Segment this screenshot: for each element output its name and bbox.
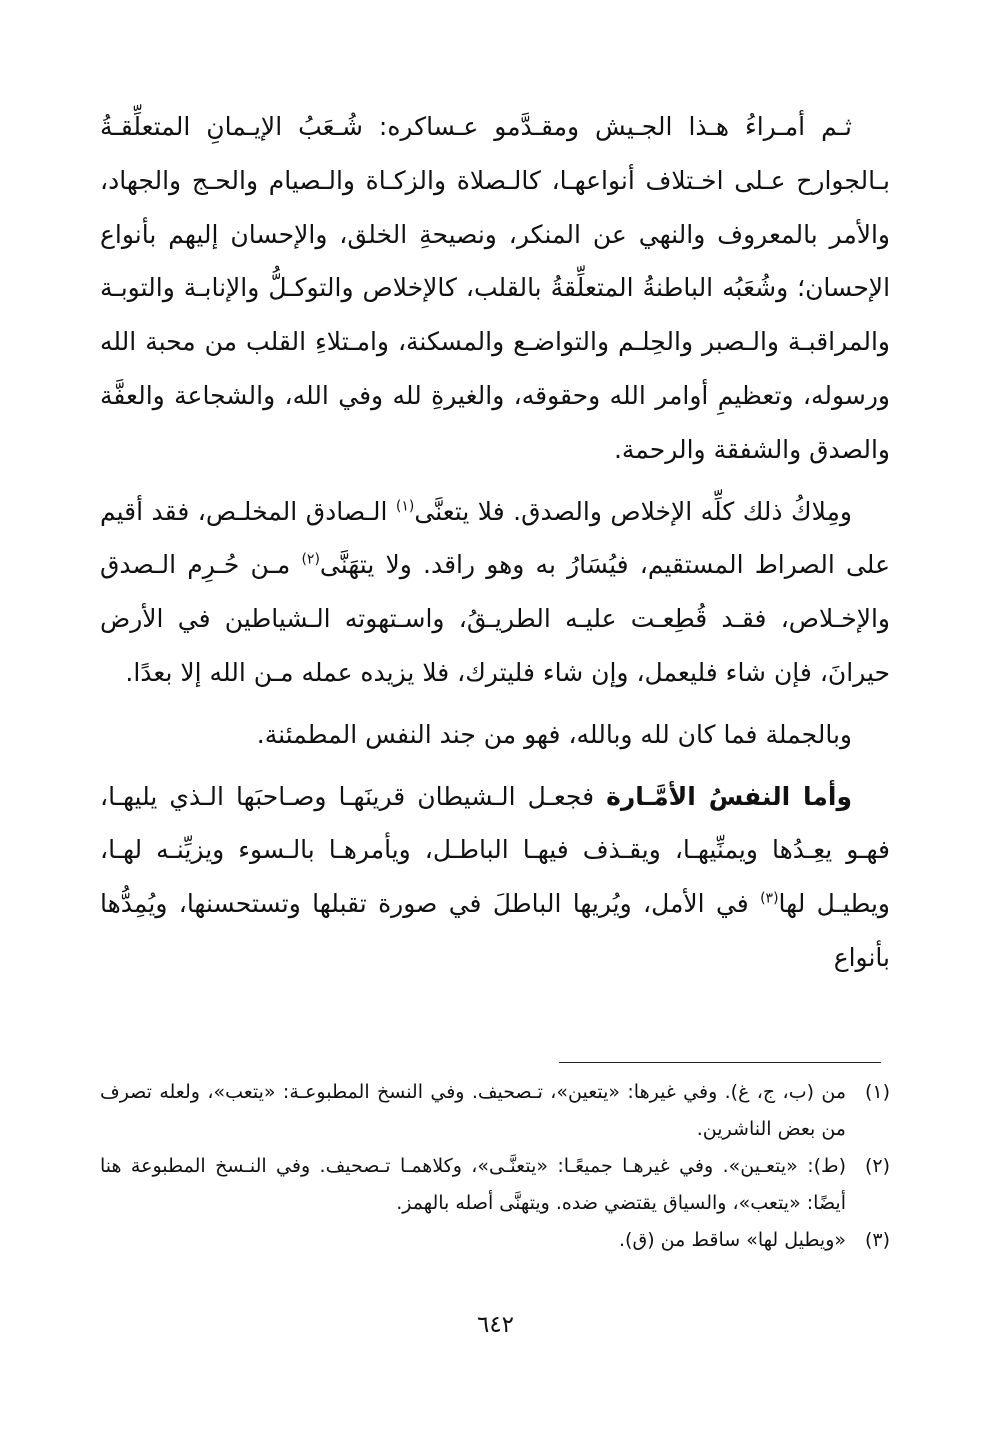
text-line: والشجاعة والعفَّة والصدق والشفقة والرحمة. (100, 380, 890, 464)
text-line: فجعـل الـشيطان قرينَهـا وصـاحبَها الـذي يليهـا، فهـو (100, 781, 891, 865)
footnote-ref-2[interactable]: (٢) (301, 552, 320, 569)
bold-heading-phrase: وأما النفسُ الأمَّـارة (606, 781, 853, 811)
text-line: ثـم أمـراءُ هـذا الجـيش ومقـدَّمو عـساكره: شُـعَبُ الإيـمانِ المتعلِّقـةُ (100, 112, 852, 141)
footnote-2 (100, 1148, 890, 1222)
paragraph-3 (100, 708, 890, 762)
footnote-ref-1[interactable]: (١) (395, 498, 415, 515)
footnote-number: (٣) (864, 1229, 890, 1251)
text-line: وبالجملة فما كان لله وبالله، فهو من جند النفس المطمئنة. (256, 719, 852, 749)
footnote-1 (100, 1074, 890, 1148)
text-line: فقد أقيم على الصراط المستقيم، فيُسَارُ به وهو راقد. ولا يتهَنَّى (100, 496, 890, 580)
text-line: الأرض حيرانَ، فإن شاء فليعمل، وإن شاء فليترك، فلا يزيده عمله مـن الله إلا (100, 604, 890, 687)
text-line: بعدًا. (125, 657, 173, 687)
footnote-line: ولعله تصرف من بعض الناشرين. (100, 1081, 846, 1140)
text-line: يعِـدُها ويمنِّيهـا، ويقـذف فيهـا الباطـل، ويأمرهـا بالـسوء ويزيِّنـه لهـا، ويطيـل (100, 835, 890, 919)
footnote-line: «ويطيل لها» ساقط من (ق). (619, 1229, 846, 1251)
text-line: مـن حُـرِم (187, 550, 302, 580)
text-line: بـالجوارح عـلى اخـتلاف أنواعهـا، كالـصلاة والزكـاة والـصيام والحـج (191, 165, 890, 195)
page-number: ٦٤٢ (476, 1312, 515, 1338)
text-line: القلب من محبة الله ورسوله، وتعظيمِ أوامر الله وحقوقه، والغيرةِ لله وفي الله، (100, 327, 890, 410)
footnote-line: (ط): «يتعـين». وفي غيرهـا جميعًـا: «يتعنَّـى»، وكلاهمـا تـصحيف. وفي النـسخ (215, 1155, 846, 1177)
paragraph-4 (100, 770, 890, 985)
text-line: ومِلاكُ ذلك كلِّه الإخلاص والصدق. فلا يتعنَّى (414, 496, 852, 526)
text-line: والإنابـة والتوبـة والمراقبـة والـصبر والحِلـم والتواضـع والمسكنة، وامـتلاءِ (100, 273, 890, 357)
footnote-text (100, 1148, 846, 1222)
footnote-line: من (ب، ج، غ). وفي غيرها: «يتعين»، تـصحيف. وفي النسخ المطبوعـة: «يتعب»، (207, 1081, 847, 1103)
footnote-line: المطبوعة هنا أيضًا: «يتعب»، والسياق يقتضي ضده. ويتهنَّى أصله بالهمز. (100, 1155, 846, 1214)
footnote-text (100, 1222, 846, 1259)
text-line: لها (778, 889, 806, 919)
paragraph-1 (100, 100, 890, 477)
text-line: الـصدق والإخـلاص، فقـد قُطِعـت عليـه الطريـقُ، واسـتهوته الـشياطين في (100, 550, 890, 634)
paragraph-2 (100, 485, 890, 700)
text-line: إليهم بأنواع الإحسان؛ وشُعَبُه الباطنةُ المتعلِّقةُ بالقلب، كالإخلاص والتوكـلُّ (100, 219, 891, 303)
footnote-separator (559, 1062, 881, 1063)
footnotes (100, 1074, 890, 1259)
text-line: والجهاد، والأمر بالمعروف والنهي عن المنكر، ونصيحةِ الخلق، والإحسان (100, 165, 891, 249)
footnote-ref-3[interactable]: (٣) (760, 890, 779, 907)
text-line: الـصادق المخلـص، (197, 496, 396, 526)
text-line: في الأمل، ويُريها الباطلَ في صورة تقبلها وتستحسنها، ويُمِدُّها بأنواع (100, 889, 890, 972)
footnote-number: (١) (864, 1081, 890, 1103)
footnote-text (100, 1074, 846, 1148)
footnote-3 (100, 1222, 890, 1259)
main-text (100, 100, 890, 985)
footnote-number: (٢) (864, 1155, 890, 1177)
